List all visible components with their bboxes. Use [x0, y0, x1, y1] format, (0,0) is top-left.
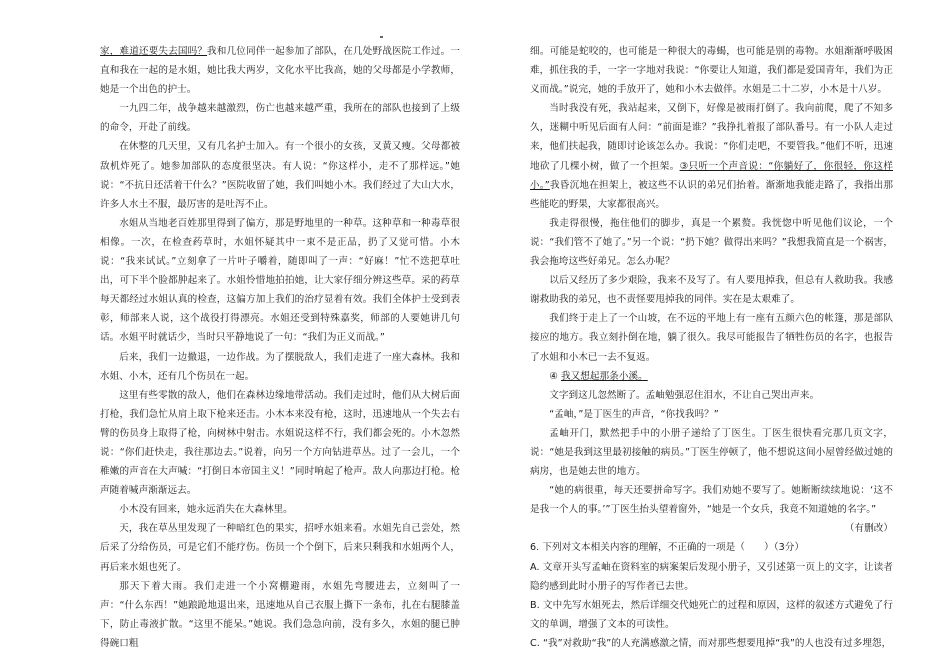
paragraph [530, 367, 893, 386]
right-column [530, 42, 893, 653]
paragraph [100, 42, 460, 99]
question-stem: 6. 下列对文本相关内容的理解，不正确的一项是（ ）（3分） [530, 542, 805, 554]
underlined-sentence: 我又想起那条小溪。 [560, 370, 648, 382]
underlined-sentence: 家，难道还要失去国吗？ [100, 46, 208, 57]
paragraph: 小木没有回来，她永远消失在大森林里。 [119, 504, 293, 516]
paragraph: 后来，我们一边撤退，一边作战。为了摆脱敌人，我们走进了一座大森林。我和水姐、小木，还有几个伤员在一起。 [100, 351, 460, 382]
paragraph: 一九四二年，战争越来越激烈，伤亡也越来越严重，我所在的部队也接到了上级的命令，开赴了前线。 [100, 103, 460, 134]
paragraph: 在休整的几天里，又有几名护士加入。有一个很小的女孩，叉黄又瘦。父母都被敌机炸死了。她参加部队的态度很坚决。有人说：“你这样小，走不了那样远。”她说：“不抗日还活着干什么？”医院收留了她，我们叫她小木。我们经过了大山大水，许多人水土不服，最厉害的是吐泻不止。 [100, 141, 460, 210]
scan-mark [380, 36, 383, 38]
paragraph: “孟岫，”是丁医生的声音，“你找我吗？” [549, 408, 719, 420]
underlined-sentence: ③只听一个声音说：“你躺好了，你很轻，你这样小。” [530, 160, 894, 191]
paragraph-text: 当时我没有死，我站起来，又倒下，好像是被雨打倒了。我向前爬，爬了不知多久，迷糊中听见后面有人问：“前面是谁？”我挣扎着报了部队番号。有一小队人走过来，他们扶起我，随即讨论该怎么办。我说：“你们走吧，不要管我。”他们不听，迅速地砍了几棵小树，做了一个担架。 [530, 103, 893, 172]
option-c: C. “我”对救助“我”的人充满感激之情，而对那些想要甩掉“我”的人也没有过多埋怨， [530, 637, 892, 649]
paragraph-text: 我昏沉地在担架上，被这些不认识的弟兄们抬着。渐渐地我能走路了，我指出那些能吃的野果，大家都很高兴。 [530, 179, 894, 210]
left-column [100, 42, 460, 653]
source-note: （有删改） [844, 523, 893, 535]
paragraph-text: 我和几位同伴一起参加了部队，在几处野战医院工作过。一直和我在一起的是水姐，她比我大两岁，文化水平比我高，她的父母都是小学教师，她是一个出色的护士。 [100, 46, 460, 96]
paragraph: 我走得很慢，拖住他们的脚步，真是一个累赘。我恍惚中听见他们议论，一个说：“我们管不了她了。”另一个说：“扔下她？做得出来吗？”我想我简直是一个祸害，我会拖垮这些好弟兄。怎么办呢？ [530, 217, 893, 268]
paragraph: “她的病很重，每天还要拼命写字。我们劝她不要写了。她断断续续地说：‘这不是我一个人的事。’”丁医生抬头望着窗外，“她是一个女兵，我竟不知道她的名字。” [530, 485, 893, 516]
paragraph: 文字到这儿忽然断了。孟岫勉强忍住泪水，不让自己哭出声来。 [549, 389, 820, 401]
paragraph: 那天下着大雨。我们走进一个小窝棚避雨，水姐先弯腰进去，立刻叫了一声：“什么东西！”她踉跄地退出来，迅速地从自己衣服上撕下一条布，扎在右腿膝盖下，防止毒液扩散。“这里不能呆。”她说。我们急急向前，没有多久，水姐的腿已肿得碗口粗 [100, 580, 460, 649]
paragraph [530, 99, 893, 214]
option-a: A. 文章开头写孟岫在资料室的病案架后发现小册子，又引述第一页上的文字，让读者隐约感到此时小册子的写作者已去世。 [530, 561, 893, 592]
paragraph: 我们终于走上了一个山坡，在不远的平地上有一座有五颜六色的帐篷，那是部队接应的地方。我立刻扑倒在地，躺了很久。我尽可能报告了牺牲伤员的名字，也报告了水姐和小木已一去不复返。 [530, 313, 893, 363]
paragraph: 天，我在草丛里发现了一种暗红色的果实，招呼水姐来看。水姐先自己尝处，然后采了分给伤员，可是它们不能疗伤。伤员一个个倒下，后来只剩我和水姐两个人，再后来水姐也死了。 [100, 523, 460, 573]
paragraph: 细。可能是蛇咬的，也可能是一种很大的毒蝎，也可能是别的毒物。水姐渐渐呼吸困难，抓住我的手，一字一字地对我说：“你要让人知道，我们都是爱国青年，我们为正义而战。”说完，她的手放开了，她和小木去做伴。水姐是二十二岁，小木是十八岁。 [530, 46, 893, 96]
paragraph: 孟岫开门，默然把手中的小册子递给了丁医生。丁医生很快看完那几页文字，说：“她是我到这里最初接触的病员。”丁医生停顿了，他不想说这间小屋曾经做过她的病房，也是她去世的地方。 [530, 427, 893, 478]
paragraph: 水姐从当地老百姓那里得到了偏方，那是野地里的一种草。这种草和一种毒草很相像。一次，在检查药草时，水姐怀疑其中一束不是正品，扔了又觉可惜。小木说：“我来试试。”立刻拿了一片叶子嚼着，随即叫了一声：“好麻！”忙不迭把草吐出，可下半个脸都肿起来了。水姐怜惜地拍拍她，让大家仔细分辨这些草。采的药草每天都经过水姐认真的检查，这偏方加上我们的治疗显着有效。我们全体护士受到表彰，师部来人说，这个战役打得漂亮。水姐还受到特殊嘉奖，师部的人要她讲几句话。水姐平时就话少，当时只平静地说了一句：“我们为正义而战。” [100, 217, 460, 344]
option-b: B. 文中先写水姐死去，然后详细交代她死亡的过程和原因，这样的叙述方式避免了行文的单调，增强了文本的可读性。 [530, 599, 893, 630]
paragraph: 以后又经历了多少艰险，我来不及写了。有人要甩掉我，但总有人救助我。我感谢救助我的弟兄，也不责怪要甩掉我的同伴。实在是太艰难了。 [530, 275, 893, 306]
paragraph: 这里有些零散的敌人，他们在森林边缘地带活动。我们走过时，他们从大树后面打枪，我们急忙从肩上取下枪来还击。小木本来没有枪，这时，迅速地从一个失去右臂的伤员身上取得了枪，向树林中射击。水姐说这样不行，我们都会死的。小木忽然说：“你们赶快走，我往那边去。”说着，向另一个方向钻进草丛。过了一会儿，一个稚嫩的声音在大声喊：“打倒日本帝国主义！”同时响起了枪声。敌人向那边打枪。枪声随着喊声渐渐远去。 [100, 389, 460, 497]
paragraph-number: ④ [549, 370, 561, 382]
